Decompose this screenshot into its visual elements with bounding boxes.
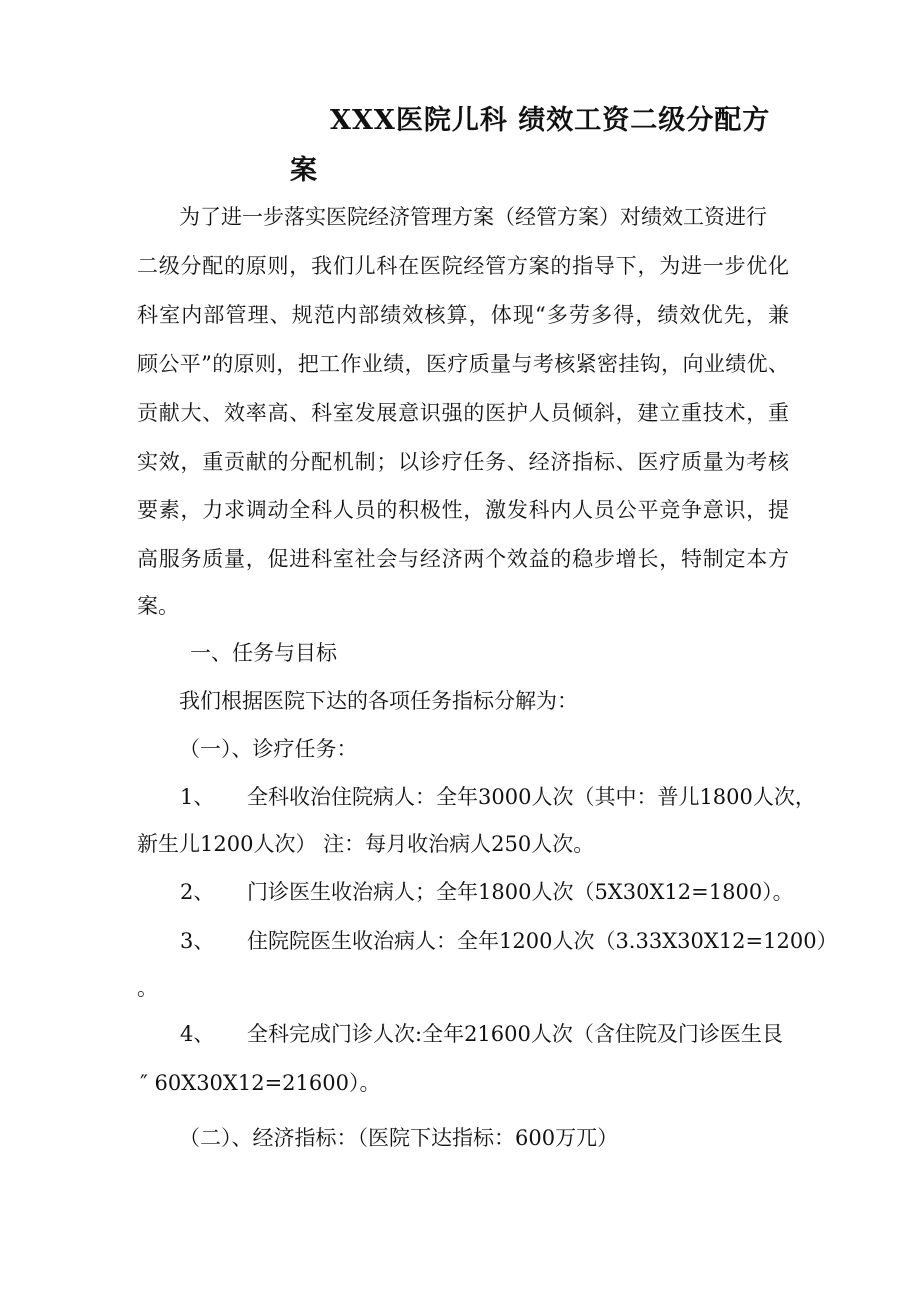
item-continuation: ″ 60X30X12=21600）。: [140, 1071, 381, 1095]
intro-paragraph-line: 二级分配的原则，我们儿科在医院经管方案的指导下，为进一步优化: [137, 254, 789, 278]
section-intro: 我们根据医院下达的各项任务指标分解为：: [179, 689, 578, 713]
item-continuation: 新生儿1200人次） 注：每月收治病人250人次。: [137, 832, 595, 856]
intro-paragraph-line: 实效，重贡献的分配机制；以诊疗任务、经济指标、医疗质量为考核: [137, 450, 789, 474]
item-number: 4、: [180, 1022, 215, 1046]
item-text: 全科收治住院病人：全年3000人次（其中：普儿1800人次，: [247, 785, 816, 809]
intro-paragraph-line: 高服务质量，促进科室社会与经济两个效益的稳步增长，特制定本方: [137, 547, 789, 571]
intro-paragraph-line: 贡献大、效率高、科室发展意识强的医护人员倾斜，建立重技术，重: [137, 401, 789, 425]
item-number: 1、: [180, 785, 215, 809]
document-title-continued: 案: [290, 155, 317, 186]
section-heading: 一、任务与目标: [190, 641, 337, 665]
intro-paragraph-line: 为了进一步落实医院经济管理方案（经管方案）对绩效工资进行: [179, 205, 767, 229]
subsection-heading: （一）、诊疗任务：: [179, 737, 358, 761]
subsection-heading: （二）、经济指标：（医院下达指标：600万兀）: [179, 1126, 619, 1150]
intro-paragraph-line: 顾公平”的原则，把工作业绩，医疗质量与考核紧密挂钩，向业绩优、: [137, 352, 789, 376]
item-text: 门诊医生收治病人；全年1800人次（5X30X12=1800）。: [247, 880, 794, 904]
item-text: 全科完成门诊人次:全年21600人次（含住院及门诊医生艮: [247, 1022, 783, 1046]
intro-paragraph-line: 科室内部管理、规范内部绩效核算，体现“多劳多得，绩效优先，兼: [137, 303, 789, 327]
intro-paragraph-line: 案。: [137, 594, 179, 618]
item-text: 住院院医生收治病人：全年1200人次（3.33X30X12=1200）: [247, 929, 838, 953]
document-title: XXX医院儿科 绩效工资二级分配方: [330, 105, 771, 136]
item-continuation: 。: [137, 976, 158, 1000]
item-number: 3、: [180, 929, 215, 953]
intro-paragraph-line: 要素，力求调动全科人员的积极性，激发科内人员公平竞争意识，提: [137, 498, 789, 522]
item-number: 2、: [180, 880, 215, 904]
